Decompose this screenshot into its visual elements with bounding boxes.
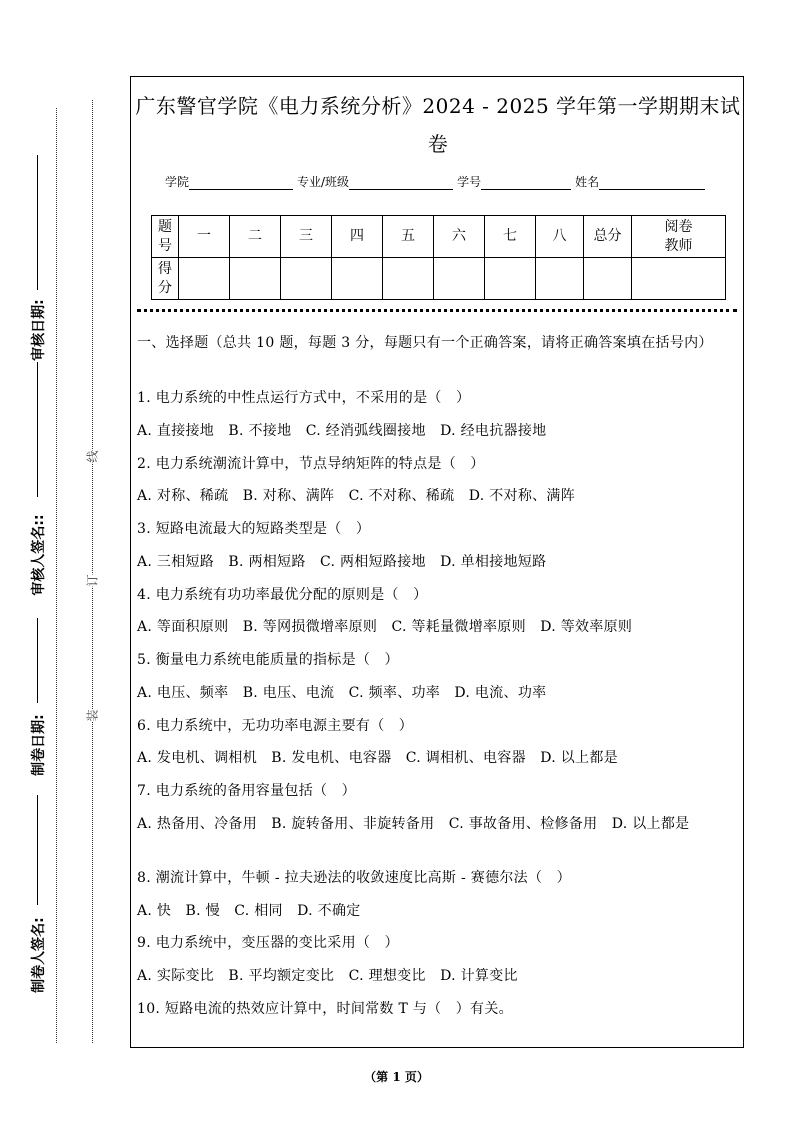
question-1: 1. 电力系统的中性点运行方式中，不采用的是（ ）	[137, 390, 471, 406]
section-separator	[137, 309, 737, 312]
exam-title: 广东警官学院《电力系统分析》2024 - 2025 学年第一学期期末试卷	[135, 94, 741, 156]
question-7: 7. 电力系统的备用容量包括（ ）	[137, 783, 356, 799]
score-header-cell: 阅卷教师	[632, 216, 726, 258]
score-cell[interactable]	[485, 258, 536, 300]
score-cell[interactable]	[434, 258, 485, 300]
page-number: （第 1 页）	[364, 1070, 429, 1084]
score-header-cell: 五	[383, 216, 434, 258]
score-cell[interactable]	[332, 258, 383, 300]
score-header-cell: 三	[281, 216, 332, 258]
score-cell[interactable]	[383, 258, 434, 300]
score-header-cell: 二	[230, 216, 281, 258]
make-date-blank	[37, 618, 38, 703]
review-date-label: 审核日期:	[31, 299, 47, 361]
score-cell[interactable]	[536, 258, 584, 300]
section-heading: 一、选择题（总共 10 题，每题 3 分，每题只有一个正确答案，请将正确答案填在括号内）	[137, 335, 713, 351]
question-7-options: A. 热备用、冷备用 B. 旋转备用、非旋转备用 C. 事故备用、检修备用 D. 以上都是	[137, 816, 690, 832]
score-row-label: 得分	[152, 258, 179, 300]
info-label-major-class: 专业/班级	[297, 175, 350, 189]
maker-sign-blank	[37, 795, 38, 905]
reviewer-sign-label: 审核人签名::	[31, 514, 47, 596]
info-label-name: 姓名	[575, 175, 600, 189]
major-class-blank[interactable]	[349, 175, 453, 190]
question-4-options: A. 等面积原则 B. 等网损微增率原则 C. 等耗量微增率原则 D. 等效率原则	[137, 619, 633, 635]
score-table-header-row	[152, 216, 726, 258]
student-id-blank[interactable]	[481, 175, 571, 190]
info-label-student-id: 学号	[457, 175, 482, 189]
question-9: 9. 电力系统中，变压器的变比采用（ ）	[137, 935, 399, 951]
score-header-cell: 七	[485, 216, 536, 258]
review-date-blank	[37, 155, 38, 290]
question-6-options: A. 发电机、调相机 B. 发电机、电容器 C. 调相机、电容器 D. 以上都是	[137, 750, 618, 766]
name-blank[interactable]	[599, 175, 705, 190]
question-3-options: A. 三相短路 B. 两相短路 C. 两相短路接地 D. 单相接地短路	[137, 554, 547, 570]
college-blank[interactable]	[189, 175, 293, 190]
question-1-options: A. 直接接地 B. 不接地 C. 经消弧线圈接地 D. 经电抗器接地	[137, 423, 547, 439]
question-8-options: A. 快 B. 慢 C. 相同 D. 不确定	[137, 903, 361, 919]
score-header-cell: 六	[434, 216, 485, 258]
make-date-label: 制卷日期:	[31, 714, 47, 776]
question-5: 5. 衡量电力系统电能质量的指标是（ ）	[137, 652, 399, 668]
question-5-options: A. 电压、频率 B. 电压、电流 C. 频率、功率 D. 电流、功率	[137, 685, 547, 701]
question-4: 4. 电力系统有功功率最优分配的原则是（ ）	[137, 587, 428, 603]
question-9-options: A. 实际变比 B. 平均额定变比 C. 理想变比 D. 计算变比	[137, 968, 518, 984]
score-header-cell: 四	[332, 216, 383, 258]
score-header-cell: 一	[179, 216, 230, 258]
score-cell[interactable]	[281, 258, 332, 300]
score-table-score-row	[152, 258, 726, 300]
cut-line-char-xian: 线	[85, 450, 100, 463]
question-3: 3. 短路电流最大的短路类型是（ ）	[137, 521, 371, 537]
cut-line-char-zhuang: 装	[85, 709, 100, 722]
reviewer-sign-blank	[37, 362, 38, 497]
student-info-row	[165, 173, 709, 190]
score-header-cell: 八	[536, 216, 584, 258]
margin-dotted-line-inner	[92, 100, 93, 1043]
question-6: 6. 电力系统中，无功功率电源主要有（ ）	[137, 718, 414, 734]
score-header-cell: 总分	[584, 216, 632, 258]
cut-line-char-ding: 订	[85, 574, 100, 587]
question-10: 10. 短路电流的热效应计算中，时间常数 T 与（ ）有关。	[137, 1001, 513, 1017]
info-label-college: 学院	[165, 175, 190, 189]
score-header-cell: 题号	[152, 216, 179, 258]
score-cell[interactable]	[584, 258, 632, 300]
maker-sign-label: 制卷人签名:	[31, 917, 47, 993]
score-cell[interactable]	[179, 258, 230, 300]
question-2-options: A. 对称、稀疏 B. 对称、满阵 C. 不对称、稀疏 D. 不对称、满阵	[137, 488, 576, 504]
question-8: 8. 潮流计算中，牛顿 - 拉夫逊法的收敛速度比高斯 - 赛德尔法（ ）	[137, 870, 571, 886]
question-2: 2. 电力系统潮流计算中，节点导纳矩阵的特点是（ ）	[137, 456, 485, 472]
margin-dotted-line-outer	[56, 108, 57, 1043]
score-cell[interactable]	[632, 258, 726, 300]
exam-frame	[130, 76, 744, 1048]
score-cell[interactable]	[230, 258, 281, 300]
score-table	[151, 215, 726, 300]
